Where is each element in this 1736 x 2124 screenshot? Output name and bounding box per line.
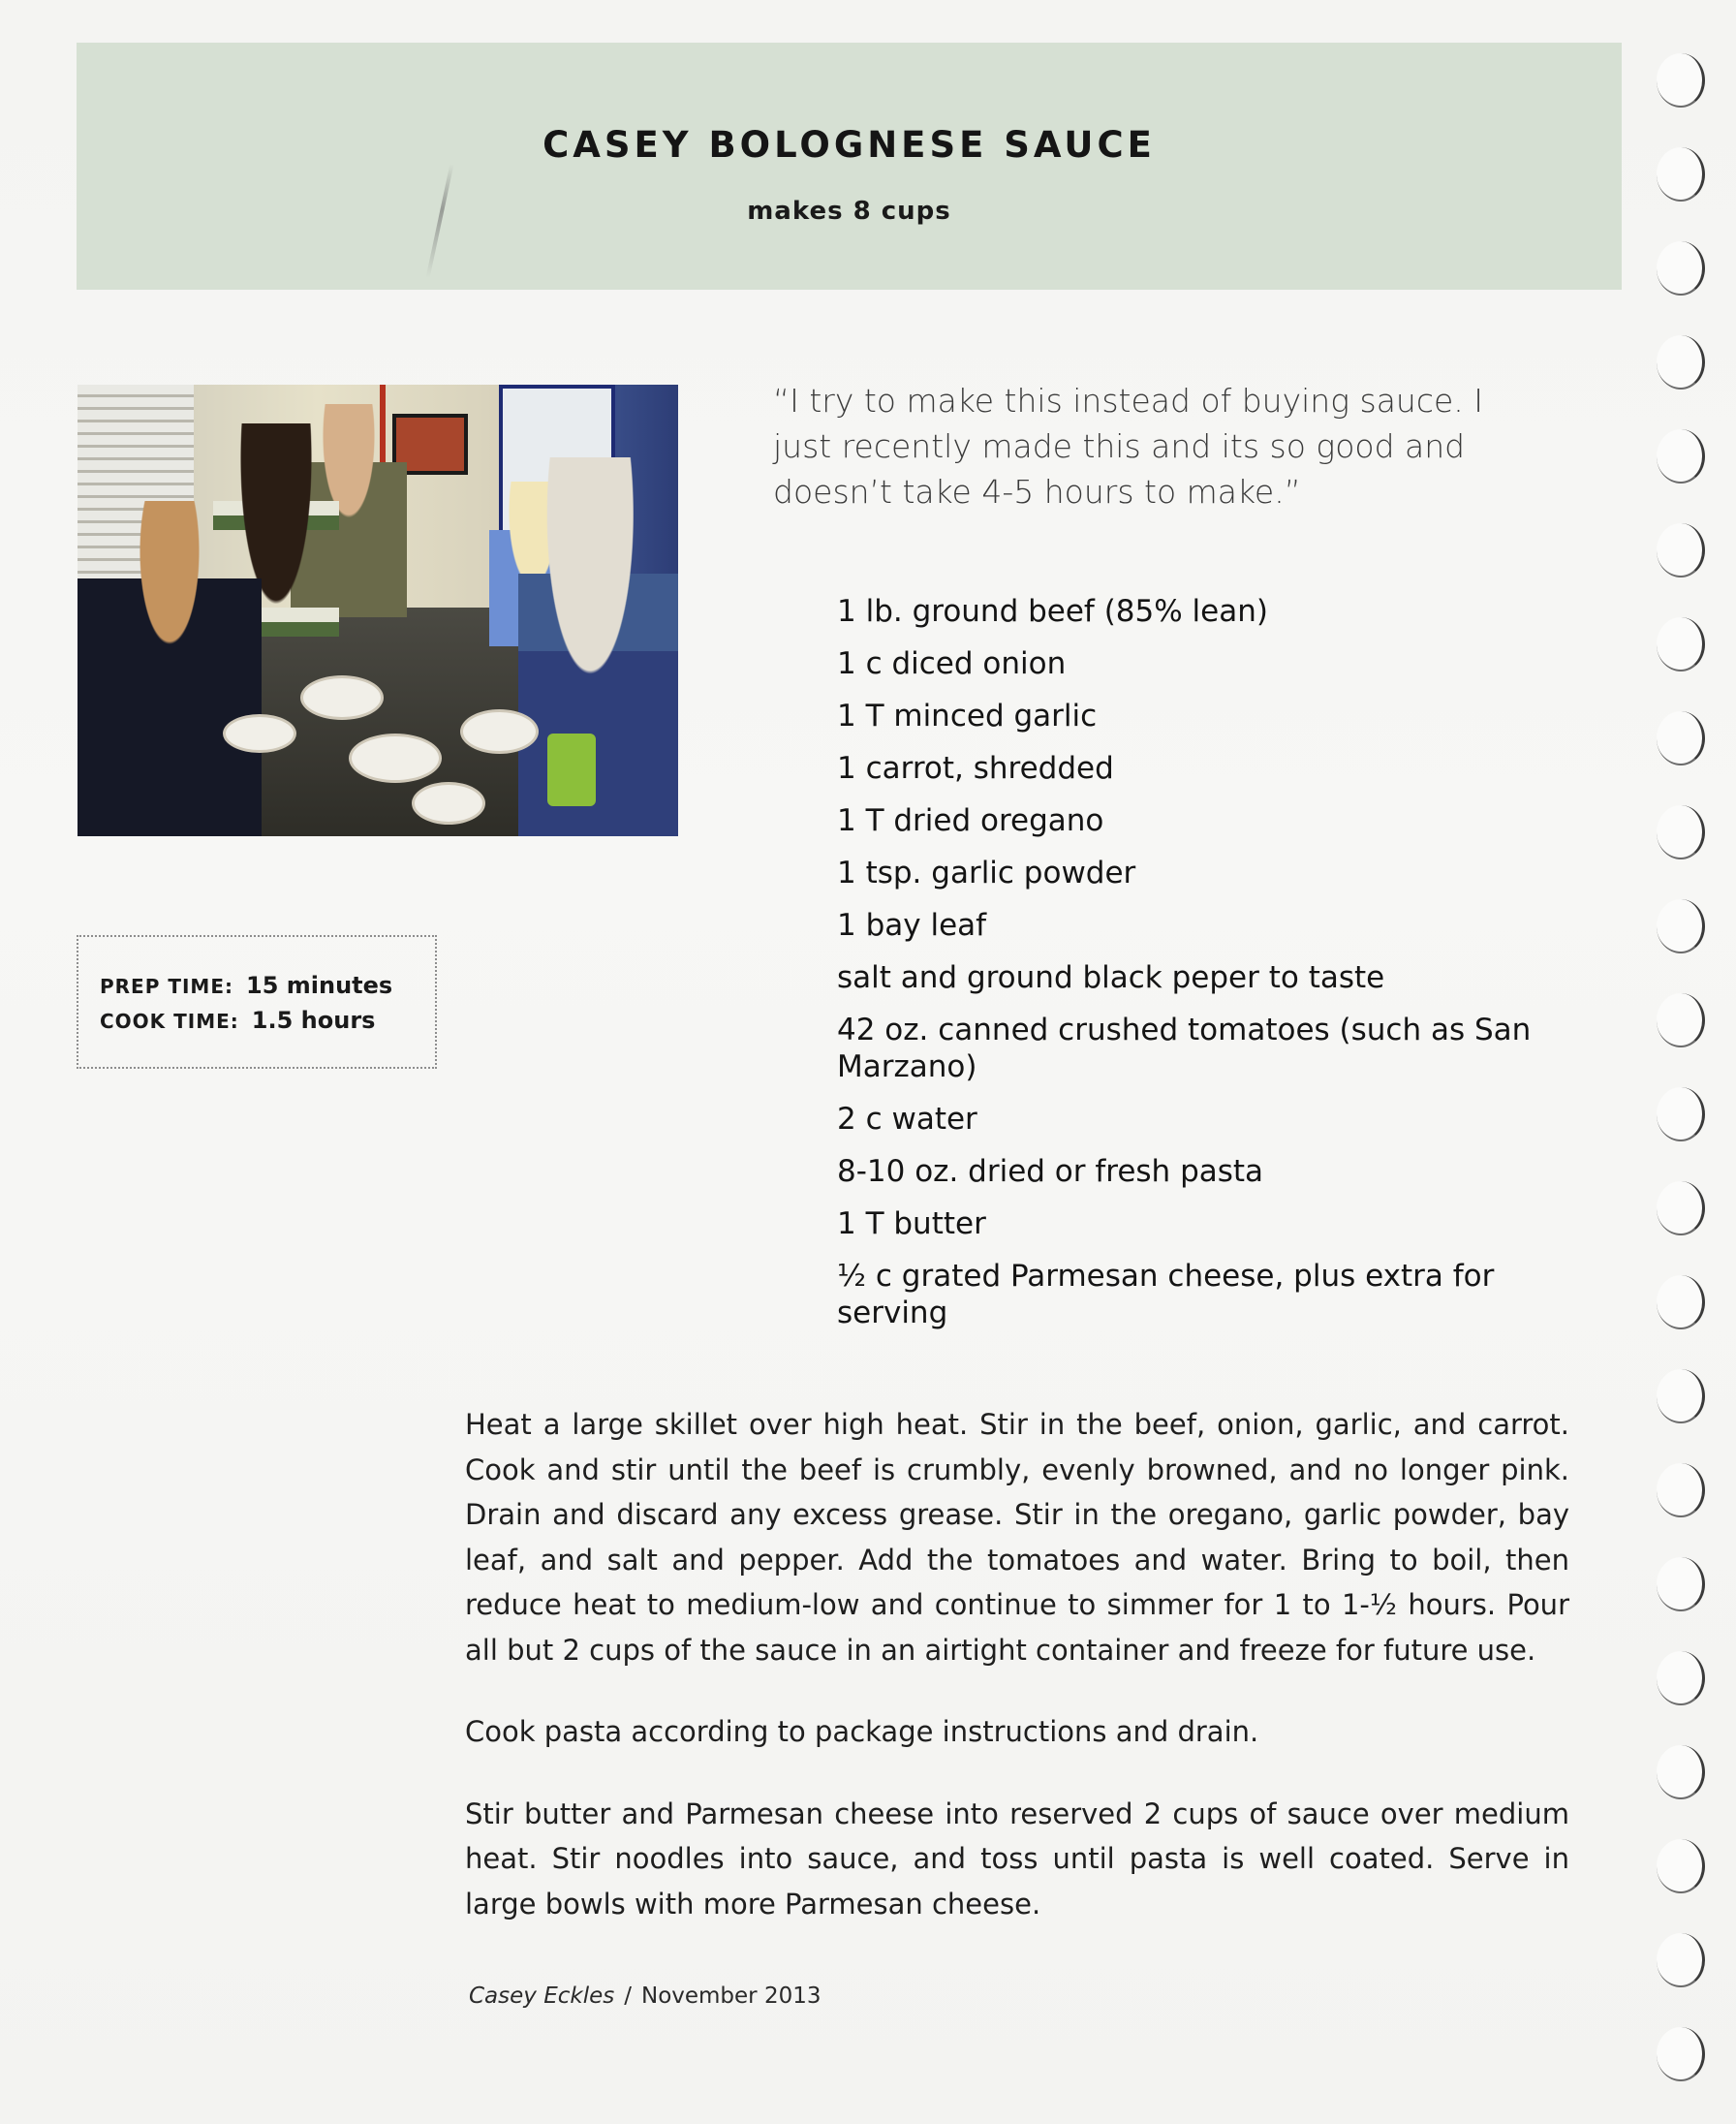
binding-hole xyxy=(1657,241,1705,296)
recipe-title: CASEY BOLOGNESE SAUCE xyxy=(542,124,1156,166)
binding-hole xyxy=(1657,1275,1705,1329)
recipe-credit xyxy=(469,1983,821,2009)
instruction-step: Cook pasta according to package instructions and drain. xyxy=(465,1715,1259,1748)
instructions xyxy=(465,1402,1569,1963)
family-kitchen-photo xyxy=(78,385,678,836)
binding-hole xyxy=(1657,2027,1705,2081)
binding-hole xyxy=(1657,335,1705,390)
binding-hole xyxy=(1657,53,1705,108)
ingredient-item: 42 oz. canned crushed tomatoes (such as San Marzano) xyxy=(837,1013,1532,1084)
binding-hole xyxy=(1657,711,1705,765)
binding-hole xyxy=(1657,1557,1705,1611)
instruction-step: Stir butter and Parmesan cheese into reserved 2 cups of sauce over medium heat. Stir noodles into sauce, and toss until pasta is well coated. Serve in large bowls with more Parmesan cheese. xyxy=(465,1796,1569,1921)
prep-time-value: 15 minutes xyxy=(246,972,393,999)
ingredient-item: 1 tsp. garlic powder xyxy=(837,856,1136,890)
binding-hole xyxy=(1657,1369,1705,1423)
binding-hole xyxy=(1657,993,1705,1047)
binding-holes xyxy=(1657,53,1715,2108)
recipe-quote: “I try to make this instead of buying sauce. I just recently made this and its so good and doesn’t take 4-5 hours to make.” xyxy=(773,382,1483,511)
binding-hole xyxy=(1657,1839,1705,1893)
ingredient-item: 1 lb. ground beef (85% lean) xyxy=(837,594,1268,629)
binding-hole xyxy=(1657,1087,1705,1141)
ingredient-list xyxy=(837,593,1554,1347)
ingredient-item: 1 c diced onion xyxy=(837,646,1067,681)
prep-time-label: PREP TIME: xyxy=(100,975,233,998)
header-band xyxy=(77,43,1622,290)
binding-hole xyxy=(1657,1745,1705,1799)
binding-hole xyxy=(1657,1463,1705,1517)
credit-separator: / xyxy=(624,1983,632,2009)
ingredient-item: salt and ground black peper to taste xyxy=(837,960,1385,995)
binding-hole xyxy=(1657,617,1705,672)
ingredient-item: 2 c water xyxy=(837,1102,977,1137)
instruction-step: Heat a large skillet over high heat. Stir in the beef, onion, garlic, and carrot. Cook and stir until the beef is crumbly, evenly browned, and no longer pink. Drain and discard any excess grease. Stir in the oregano, garlic powder, bay leaf, and salt and pepper. Add the tomatoes and water. Bring to boil, then reduce heat to medium-low and continue to simmer for 1 to 1-½ hours. Pour all but 2 cups of the sauce in an airtight container and freeze for future use. xyxy=(465,1408,1569,1667)
binding-hole xyxy=(1657,1181,1705,1235)
ingredient-item: 8-10 oz. dried or fresh pasta xyxy=(837,1154,1264,1189)
binding-hole xyxy=(1657,805,1705,859)
cook-time-row xyxy=(100,1007,375,1034)
author-name: Casey Eckles xyxy=(469,1983,615,2009)
credit-date: November 2013 xyxy=(640,1983,822,2009)
binding-hole xyxy=(1657,1651,1705,1705)
ingredient-item: 1 T dried oregano xyxy=(837,803,1104,838)
cook-time-label: COOK TIME: xyxy=(100,1010,239,1033)
ingredient-item: ½ c grated Parmesan cheese, plus extra for serving xyxy=(837,1259,1495,1330)
time-box xyxy=(77,935,437,1069)
binding-hole xyxy=(1657,1933,1705,1987)
binding-hole xyxy=(1657,899,1705,953)
prep-time-row xyxy=(100,972,392,999)
ingredient-item: 1 carrot, shredded xyxy=(837,751,1114,786)
ingredient-item: 1 T minced garlic xyxy=(837,699,1098,734)
binding-hole xyxy=(1657,429,1705,484)
ingredient-item: 1 T butter xyxy=(837,1206,986,1241)
binding-hole xyxy=(1657,523,1705,578)
recipe-yield: makes 8 cups xyxy=(747,197,951,226)
cook-time-value: 1.5 hours xyxy=(251,1007,376,1034)
binding-hole xyxy=(1657,147,1705,202)
ingredient-item: 1 bay leaf xyxy=(837,908,987,943)
